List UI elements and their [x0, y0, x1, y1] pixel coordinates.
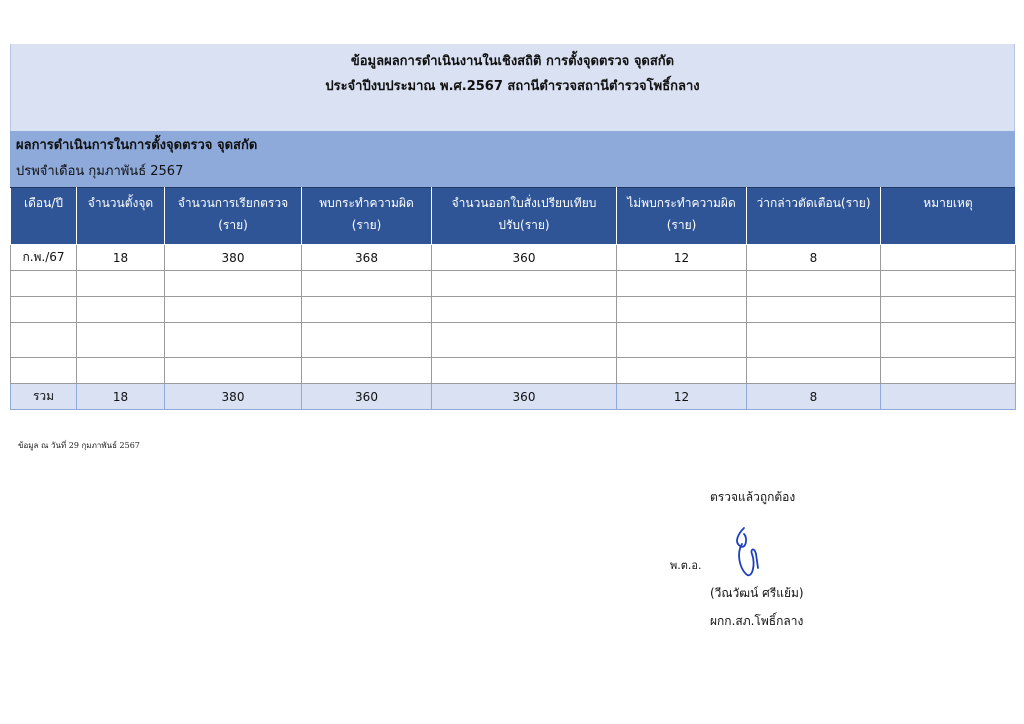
table-cell [881, 271, 1016, 297]
table-cell [11, 271, 77, 297]
table-cell [432, 271, 617, 297]
table-cell [881, 245, 1016, 271]
table-cell [747, 358, 881, 384]
table-row [11, 245, 1016, 271]
total-cell: 380 [165, 384, 302, 410]
table-cell [302, 358, 432, 384]
table-cell [747, 271, 881, 297]
column-header: จำนวนการเรียกตรวจ (ราย) [165, 188, 302, 245]
table-cell [165, 271, 302, 297]
table-cell [432, 358, 617, 384]
column-header: ไม่พบกระทำความผิด (ราย) [617, 188, 747, 245]
officer-position: ผกก.สภ.โพธิ์กลาง [710, 614, 804, 628]
table-cell [432, 323, 617, 358]
table-cell [302, 271, 432, 297]
table-row [11, 358, 1016, 384]
officer-name: (วีณวัฒน์ ศรีแย้ม) [710, 586, 804, 600]
table-cell: 380 [165, 245, 302, 271]
table-cell [77, 297, 165, 323]
table-cell: 360 [432, 245, 617, 271]
table-cell [881, 297, 1016, 323]
report-title-block [10, 44, 1015, 131]
verified-label: ตรวจแล้วถูกต้อง [710, 490, 796, 504]
table-cell [77, 358, 165, 384]
table-cell [881, 358, 1016, 384]
table-cell [432, 297, 617, 323]
column-header: เดือน/ปี [11, 188, 77, 245]
total-cell: 360 [302, 384, 432, 410]
table-cell [165, 323, 302, 358]
total-cell: รวม [11, 384, 77, 410]
handwritten-signature [730, 524, 770, 580]
table-cell: 368 [302, 245, 432, 271]
total-cell: 12 [617, 384, 747, 410]
table-cell [617, 358, 747, 384]
column-header: จำนวนตั้งจุด [77, 188, 165, 245]
data-as-of-note: ข้อมูล ณ วันที่ 29 กุมภาพันธ์ 2567 [18, 441, 140, 450]
table-cell: 8 [747, 245, 881, 271]
table-cell [77, 271, 165, 297]
officer-rank: พ.ต.อ. [670, 559, 702, 572]
column-header: ว่ากล่าวตัดเตือน(ราย) [747, 188, 881, 245]
column-header: หมายเหตุ [881, 188, 1016, 245]
table-row [11, 297, 1016, 323]
report-title: ข้อมูลผลการดำเนินงานในเชิงสถิติ การตั้งจุดตรวจ จุดสกัด [350, 54, 675, 69]
table-cell [11, 358, 77, 384]
total-cell: 18 [77, 384, 165, 410]
table-cell: 12 [617, 245, 747, 271]
table-cell [747, 323, 881, 358]
section-title: ผลการดำเนินการในการตั้งจุดตรวจ จุดสกัด [16, 138, 258, 153]
table-cell [165, 297, 302, 323]
section-header [10, 131, 1015, 187]
table-cell [617, 297, 747, 323]
section-period: ปรพจำเดือน กุมภาพันธ์ 2567 [16, 164, 184, 179]
table-row [11, 323, 1016, 358]
table-cell [881, 323, 1016, 358]
table-cell [302, 297, 432, 323]
table-total-row [11, 384, 1016, 410]
total-cell [881, 384, 1016, 410]
column-header: จำนวนออกใบสั่งเปรียบเทียบ ปรับ(ราย) [432, 188, 617, 245]
table-cell [165, 358, 302, 384]
table-header-row [11, 188, 1016, 245]
table-row [11, 271, 1016, 297]
column-header: พบกระทำความผิด (ราย) [302, 188, 432, 245]
table-cell [617, 323, 747, 358]
table-cell [11, 297, 77, 323]
table-cell: ก.พ./67 [11, 245, 77, 271]
report-subtitle: ประจำปีงบประมาณ พ.ศ.2567 สถานีตำรวจสถานีตำรวจโพธิ์กลาง [325, 79, 700, 94]
total-cell: 8 [747, 384, 881, 410]
table-cell [77, 323, 165, 358]
table-cell [747, 297, 881, 323]
checkpoint-stats-table [10, 187, 1016, 410]
table-cell [11, 323, 77, 358]
table-cell [302, 323, 432, 358]
table-cell [617, 271, 747, 297]
table-cell: 18 [77, 245, 165, 271]
total-cell: 360 [432, 384, 617, 410]
report-sheet [10, 44, 1015, 410]
